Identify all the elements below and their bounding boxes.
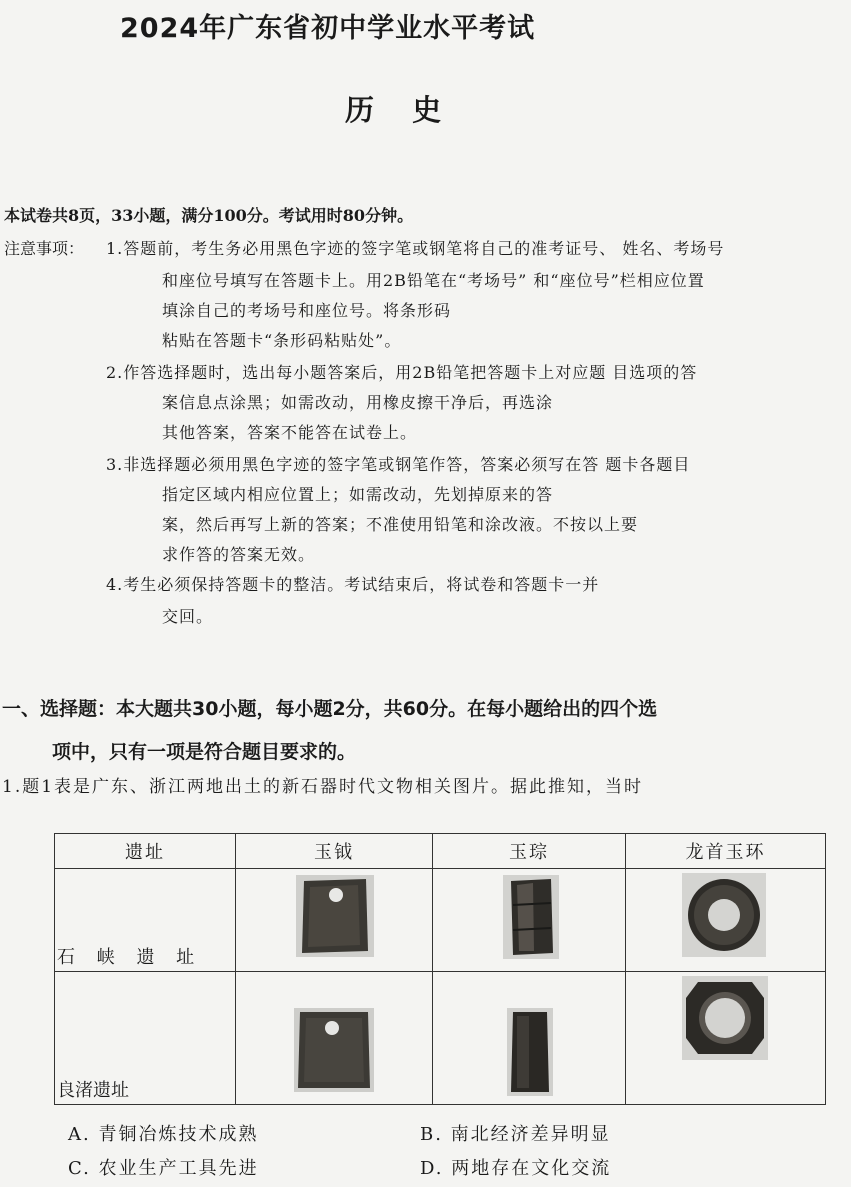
- header-longshou: 龙首玉环: [626, 834, 826, 869]
- note-line: 其他答案，答案不能答在试卷上。: [162, 423, 418, 442]
- relics-table: [54, 833, 826, 1105]
- exam-title: 2024年广东省初中学业水平考试: [120, 13, 536, 44]
- option-b: B. 南北经济差异明显: [420, 1124, 611, 1145]
- site-name-shixia: 石 峡 遗 址: [57, 947, 203, 968]
- table-row: [55, 869, 826, 972]
- exam-intro: 本试卷共8页，33小题，满分100分。考试用时80分钟。: [4, 206, 414, 225]
- relic-cell: [626, 972, 826, 1105]
- notes-label: 注意事项：: [4, 239, 85, 258]
- subject-title: 历 史: [345, 93, 456, 127]
- table-row: [55, 972, 826, 1105]
- section-heading: 一、选择题：本大题共30小题，每小题2分，共60分。在每小题给出的四个选: [2, 698, 658, 720]
- jade-ring-image: [682, 976, 768, 1060]
- note-line: 案信息点涂黑；如需改动，用橡皮擦干净后，再选涂: [162, 393, 554, 412]
- site-name-liangzhu: 良渚遗址: [57, 1080, 129, 1101]
- jade-cong-image: [503, 875, 559, 959]
- jade-cong-image: [507, 1008, 553, 1096]
- header-site: 遗址: [55, 834, 236, 869]
- jade-axe-image: [294, 1008, 374, 1092]
- note-line: 2.作答选择题时，选出每小题答案后，用2B铅笔把答题卡上对应题 目选项的答: [106, 363, 698, 382]
- note-line: 填涂自己的考场号和座位号。将条形码: [162, 301, 452, 320]
- note-line: 3.非选择题必须用黑色字迹的签字笔或钢笔作答，答案必须写在答 题卡各题目: [106, 455, 691, 474]
- option-c: C. 农业生产工具先进: [68, 1158, 259, 1179]
- note-line: 指定区域内相应位置上；如需改动，先划掉原来的答: [162, 485, 554, 504]
- note-line: 求作答的答案无效。: [162, 545, 316, 564]
- note-line: 和座位号填写在答题卡上。用2B铅笔在“考场号” 和“座位号”栏相应位置: [162, 271, 705, 290]
- table-header-row: [55, 834, 826, 869]
- site-cell: [55, 972, 236, 1105]
- note-line: 4.考生必须保持答题卡的整洁。考试结束后，将试卷和答题卡一并: [106, 575, 600, 594]
- relic-cell: [626, 869, 826, 972]
- option-d: D. 两地存在文化交流: [420, 1158, 612, 1179]
- question-stem: 1.题1表是广东、浙江两地出土的新石器时代文物相关图片。据此推知，当时: [2, 777, 644, 797]
- jade-ring-image: [682, 873, 766, 957]
- relic-cell: [433, 869, 626, 972]
- relic-cell: [236, 972, 433, 1105]
- note-line: 交回。: [162, 607, 214, 626]
- option-a: A. 青铜冶炼技术成熟: [68, 1124, 259, 1145]
- relic-cell: [236, 869, 433, 972]
- header-yuyue: 玉钺: [236, 834, 433, 869]
- site-cell: [55, 869, 236, 972]
- note-line: 粘贴在答题卡“条形码粘贴处”。: [162, 331, 402, 350]
- jade-axe-image: [296, 875, 374, 957]
- note-line: 案，然后再写上新的答案；不准使用铅笔和涂改液。不按以上要: [162, 515, 639, 534]
- header-yucong: 玉琮: [433, 834, 626, 869]
- relic-cell: [433, 972, 626, 1105]
- note-line: 1.答题前，考生务必用黑色字迹的签字笔或钢笔将自己的准考证号、 姓名、考场号: [106, 239, 725, 258]
- section-heading-cont: 项中，只有一项是符合题目要求的。: [52, 741, 357, 763]
